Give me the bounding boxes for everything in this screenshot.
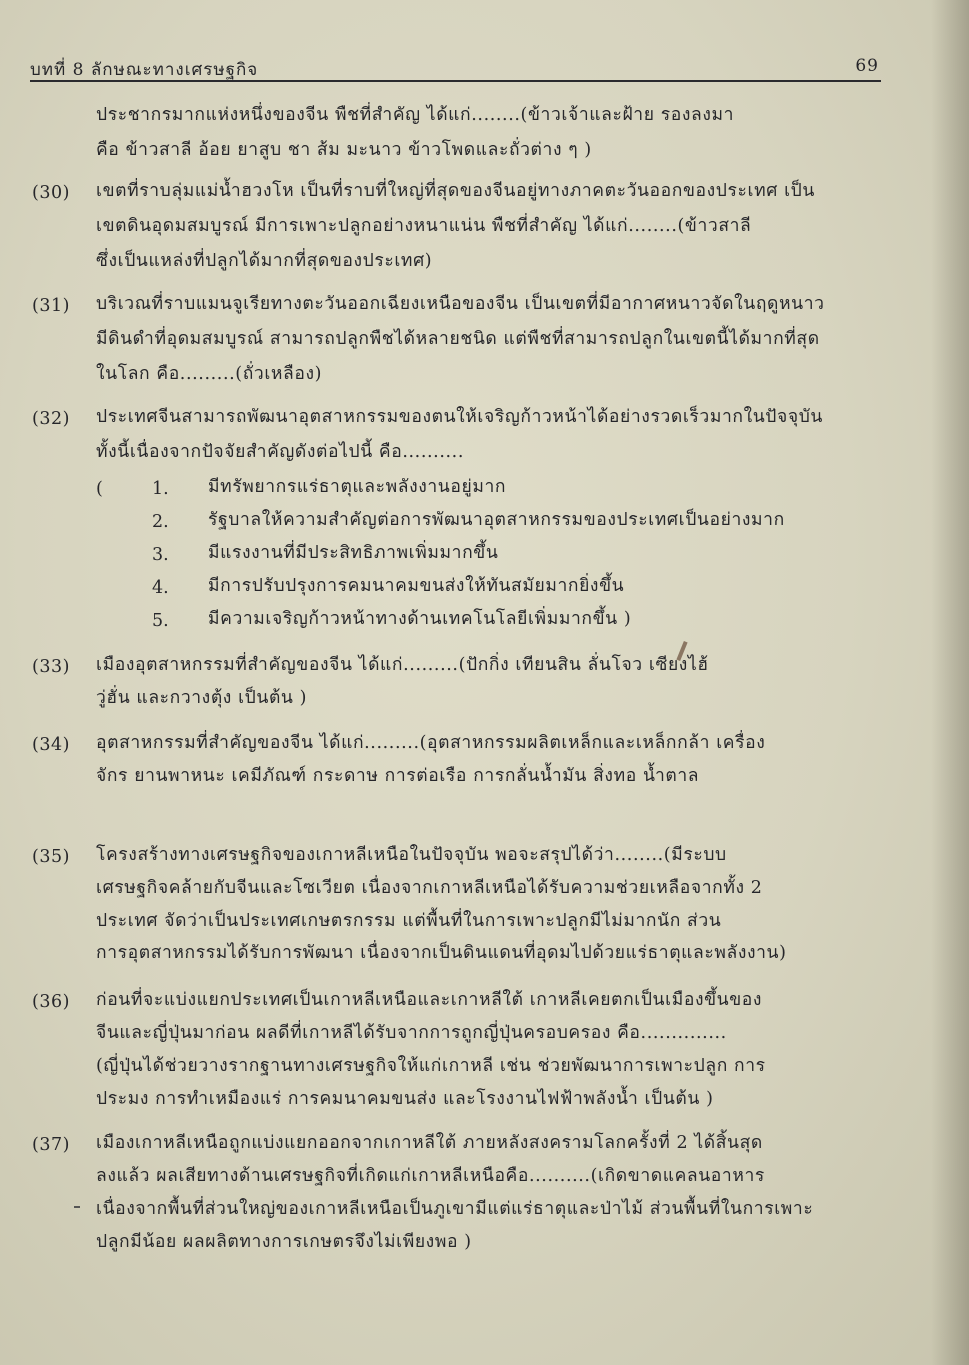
sub-item-number: 1. bbox=[152, 479, 169, 499]
header-rule bbox=[30, 80, 881, 82]
item-line: ซึ่งเป็นแหล่งที่ปลูกได้มากที่สุดของประเทศ) bbox=[96, 251, 433, 271]
item-line: จักร ยานพาหนะ เคมีภัณฑ์ กระดาษ การต่อเรือ การกลั่นน้ำมัน สิ่งทอ น้ำตาล bbox=[96, 766, 700, 786]
sub-item-text: มีการปรับปรุงการคมนาคมขนส่งให้ทันสมัยมากยิ่งขึ้น bbox=[208, 576, 625, 596]
sub-item-number: 3. bbox=[152, 545, 169, 565]
item-number: (37) bbox=[32, 1135, 70, 1155]
item-line: ปลูกมีน้อย ผลผลิตทางการเกษตรจึงไม่เพียงพอ ) bbox=[96, 1232, 472, 1252]
page-edge-shadow bbox=[931, 0, 969, 1365]
sub-item-text: รัฐบาลให้ความสำคัญต่อการพัฒนาอุตสาหกรรมของประเทศเป็นอย่างมาก bbox=[208, 510, 785, 530]
item-line: บริเวณที่ราบแมนจูเรียทางตะวันออกเฉียงเหนือของจีน เป็นเขตที่มีอากาศหนาวจัดในฤดูหนาว bbox=[96, 294, 825, 314]
item-line: ลงแล้ว ผลเสียทางด้านเศรษฐกิจที่เกิดแก่เกาหลีเหนือคือ..........(เกิดขาดแคลนอาหาร bbox=[96, 1166, 765, 1186]
item-number: (32) bbox=[32, 409, 70, 429]
sub-item-text: มีแรงงานที่มีประสิทธิภาพเพิ่มมากขึ้น bbox=[208, 543, 499, 563]
item-line: วู่ฮั่น และกวางตุ้ง เป็นต้น ) bbox=[96, 688, 308, 708]
item-line: ประเทศ จัดว่าเป็นประเทศเกษตรกรรม แต่พื้นที่ในการเพาะปลูกมีไม่มากนัก ส่วน bbox=[96, 911, 722, 931]
chapter-title: บทที่ 8 ลักษณะทางเศรษฐกิจ bbox=[30, 60, 259, 80]
intro-line: ประชากรมากแห่งหนึ่งของจีน พืชที่สำคัญ ได้แก่........(ข้าวเจ้าและฝ้าย รองลงมา bbox=[96, 105, 735, 125]
item-number: (36) bbox=[32, 992, 70, 1012]
item-line: จีนและญี่ปุ่นมาก่อน ผลดีที่เกาหลีได้รับจากการถูกญี่ปุ่นครอบครอง คือ.............. bbox=[96, 1023, 727, 1043]
item-line: (ญี่ปุ่นได้ช่วยวางรากฐานทางเศรษฐกิจให้แก่เกาหลี เช่น ช่วยพัฒนาการเพาะปลูก การ bbox=[96, 1056, 766, 1076]
item-number: (34) bbox=[32, 735, 70, 755]
item-line: เมืองอุตสาหกรรมที่สำคัญของจีน ได้แก่.........(ปักกิ่ง เทียนสิน ลั่นโจว เซียงไฮ้ bbox=[96, 655, 709, 675]
item-line: ก่อนที่จะแบ่งแยกประเทศเป็นเกาหลีเหนือและเกาหลีใต้ เกาหลีเคยตกเป็นเมืองขึ้นของ bbox=[96, 990, 763, 1010]
item-line: ประเทศจีนสามารถพัฒนาอุตสาหกรรมของตนให้เจริญก้าวหน้าได้อย่างรวดเร็วมากในปัจจุบัน bbox=[96, 407, 823, 427]
item-number: (30) bbox=[32, 183, 70, 203]
item-line: เนื่องจากพื้นที่ส่วนใหญ่ของเกาหลีเหนือเป็นภูเขามีแต่แร่ธาตุและป่าไม้ ส่วนพื้นที่ในการเพาะ bbox=[96, 1199, 814, 1219]
item-line: เขตดินอุดมสมบูรณ์ มีการเพาะปลูกอย่างหนาแน่น พืชที่สำคัญ ได้แก่........(ข้าวสาลี bbox=[96, 216, 752, 236]
item-number: (31) bbox=[32, 296, 70, 316]
page-number: 69 bbox=[855, 56, 879, 76]
item-line: อุตสาหกรรมที่สำคัญของจีน ได้แก่.........(อุตสาหกรรมผลิตเหล็กและเหล็กกล้า เครื่อง bbox=[96, 733, 766, 753]
sub-item-number: 2. bbox=[152, 512, 169, 532]
intro-line: คือ ข้าวสาลี อ้อย ยาสูบ ชา ส้ม มะนาว ข้าวโพดและถั่วต่าง ๆ ) bbox=[96, 140, 592, 160]
stray-mark bbox=[74, 1206, 80, 1208]
sub-item-text: มีความเจริญก้าวหน้าทางด้านเทคโนโลยีเพิ่มมากขึ้น ) bbox=[208, 609, 632, 629]
item-line: ประมง การทำเหมืองแร่ การคมนาคมขนส่ง และโรงงานไฟฟ้าพลังน้ำ เป็นต้น ) bbox=[96, 1089, 714, 1109]
sub-item-number: 5. bbox=[152, 611, 169, 631]
item-line: เศรษฐกิจคล้ายกับจีนและโซเวียต เนื่องจากเกาหลีเหนือได้รับความช่วยเหลือจากทั้ง 2 bbox=[96, 878, 763, 898]
item-line: เมืองเกาหลีเหนือถูกแบ่งแยกออกจากเกาหลีใต้ ภายหลังสงครามโลกครั้งที่ 2 ได้สิ้นสุด bbox=[96, 1133, 763, 1153]
open-parenthesis: ( bbox=[96, 479, 103, 499]
item-line: ทั้งนี้เนื่องจากปัจจัยสำคัญดังต่อไปนี้ คือ.......... bbox=[96, 442, 464, 462]
item-number: (33) bbox=[32, 657, 70, 677]
item-line: การอุตสาหกรรมได้รับการพัฒนา เนื่องจากเป็นดินแดนที่อุดมไปด้วยแร่ธาตุและพลังงาน) bbox=[96, 943, 787, 963]
item-line: มีดินดำที่อุดมสมบูรณ์ สามารถปลูกพืชได้หลายชนิด แต่พืชที่สามารถปลูกในเขตนี้ได้มากที่สุด bbox=[96, 329, 820, 349]
item-line: ในโลก คือ.........(ถั่วเหลือง) bbox=[96, 364, 323, 384]
item-line: เขตที่ราบลุ่มแม่น้ำฮวงโห เป็นที่ราบที่ใหญ่ที่สุดของจีนอยู่ทางภาคตะวันออกของประเทศ เป็น bbox=[96, 181, 815, 201]
item-line: โครงสร้างทางเศรษฐกิจของเกาหลีเหนือในปัจจุบัน พอจะสรุปได้ว่า........(มีระบบ bbox=[96, 845, 727, 865]
item-number: (35) bbox=[32, 847, 70, 867]
sub-item-number: 4. bbox=[152, 578, 169, 598]
sub-item-text: มีทรัพยากรแร่ธาตุและพลังงานอยู่มาก bbox=[208, 477, 507, 497]
